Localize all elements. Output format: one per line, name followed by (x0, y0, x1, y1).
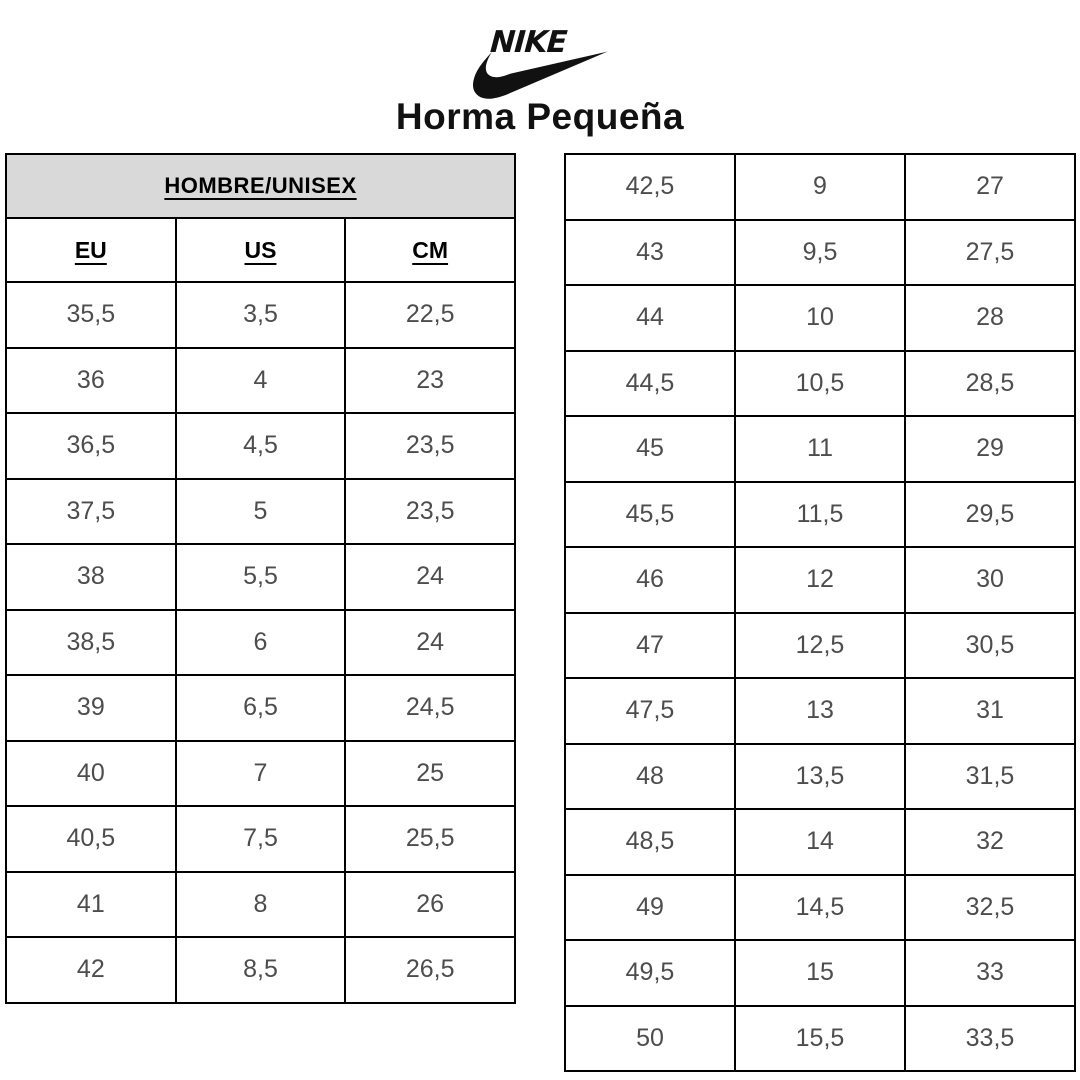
group-header-row (6, 154, 515, 218)
table-cell: 23,5 (345, 413, 515, 479)
table-row (6, 282, 515, 348)
column-header-cm: CM (345, 218, 515, 282)
table-row (6, 872, 515, 938)
group-header: HOMBRE/UNISEX (6, 154, 515, 218)
table-cell: 45 (565, 416, 735, 482)
table-cell: 11,5 (735, 482, 905, 548)
table-cell: 25,5 (345, 806, 515, 872)
table-cell: 40 (6, 741, 176, 807)
nike-logo (465, 18, 615, 100)
table-row (6, 413, 515, 479)
table-cell: 33,5 (905, 1006, 1075, 1072)
table-cell: 9,5 (735, 220, 905, 286)
table-cell: 4,5 (176, 413, 346, 479)
table-cell: 22,5 (345, 282, 515, 348)
table-cell: 7 (176, 741, 346, 807)
table-row (565, 416, 1075, 482)
page-title: Horma Pequeña (395, 96, 685, 137)
column-header-row (6, 218, 515, 282)
table-cell: 30,5 (905, 613, 1075, 679)
table-cell: 38 (6, 544, 176, 610)
column-header-us: US (176, 218, 346, 282)
table-row (6, 479, 515, 545)
table-row (6, 937, 515, 1003)
table-cell: 44,5 (565, 351, 735, 417)
table-row (6, 806, 515, 872)
table-cell: 41 (6, 872, 176, 938)
table-cell: 27,5 (905, 220, 1075, 286)
table-cell: 49 (565, 875, 735, 941)
table-cell: 25 (345, 741, 515, 807)
table-cell: 28,5 (905, 351, 1075, 417)
table-row (565, 678, 1075, 744)
table-row (6, 544, 515, 610)
table-cell: 36,5 (6, 413, 176, 479)
table-cell: 26,5 (345, 937, 515, 1003)
table-cell: 33 (905, 940, 1075, 1006)
table-cell: 24 (345, 610, 515, 676)
table-cell: 46 (565, 547, 735, 613)
table-cell: 42 (6, 937, 176, 1003)
nike-logo-svg (465, 18, 615, 100)
table-cell: 23,5 (345, 479, 515, 545)
table-row (6, 675, 515, 741)
table-cell: 48 (565, 744, 735, 810)
size-table-left-body (6, 282, 515, 1003)
table-cell: 47 (565, 613, 735, 679)
table-cell: 14 (735, 809, 905, 875)
table-cell: 6 (176, 610, 346, 676)
table-cell: 42,5 (565, 154, 735, 220)
table-cell: 50 (565, 1006, 735, 1072)
table-cell: 32 (905, 809, 1075, 875)
table-cell: 28 (905, 285, 1075, 351)
size-table-right-body (565, 154, 1075, 1071)
table-cell: 27 (905, 154, 1075, 220)
column-header-eu: EU (6, 218, 176, 282)
table-cell: 44 (565, 285, 735, 351)
table-cell: 6,5 (176, 675, 346, 741)
table-cell: 24 (345, 544, 515, 610)
table-row (565, 285, 1075, 351)
table-cell: 35,5 (6, 282, 176, 348)
table-cell: 12,5 (735, 613, 905, 679)
table-cell: 5,5 (176, 544, 346, 610)
size-table-left-head (6, 154, 515, 282)
size-table-left (5, 153, 516, 1004)
table-row (565, 482, 1075, 548)
table-cell: 12 (735, 547, 905, 613)
table-row (565, 1006, 1075, 1072)
table-row (565, 154, 1075, 220)
nike-wordmark: NIKE (489, 25, 568, 60)
table-cell: 45,5 (565, 482, 735, 548)
table-row (6, 348, 515, 414)
table-cell: 11 (735, 416, 905, 482)
table-row (565, 547, 1075, 613)
table-row (6, 610, 515, 676)
table-cell: 13 (735, 678, 905, 744)
table-cell: 10,5 (735, 351, 905, 417)
table-cell: 15 (735, 940, 905, 1006)
table-row (565, 809, 1075, 875)
table-cell: 24,5 (345, 675, 515, 741)
table-cell: 36 (6, 348, 176, 414)
table-cell: 23 (345, 348, 515, 414)
table-cell: 31,5 (905, 744, 1075, 810)
table-cell: 29 (905, 416, 1075, 482)
table-cell: 43 (565, 220, 735, 286)
table-cell: 48,5 (565, 809, 735, 875)
table-cell: 29,5 (905, 482, 1075, 548)
table-cell: 37,5 (6, 479, 176, 545)
table-cell: 49,5 (565, 940, 735, 1006)
table-cell: 15,5 (735, 1006, 905, 1072)
table-cell: 47,5 (565, 678, 735, 744)
table-cell: 7,5 (176, 806, 346, 872)
table-cell: 30 (905, 547, 1075, 613)
table-cell: 9 (735, 154, 905, 220)
table-cell: 3,5 (176, 282, 346, 348)
table-row (565, 220, 1075, 286)
table-row (565, 940, 1075, 1006)
table-cell: 8 (176, 872, 346, 938)
table-cell: 39 (6, 675, 176, 741)
table-row (565, 744, 1075, 810)
table-row (565, 351, 1075, 417)
table-row (565, 875, 1075, 941)
table-cell: 10 (735, 285, 905, 351)
table-cell: 38,5 (6, 610, 176, 676)
table-cell: 13,5 (735, 744, 905, 810)
table-cell: 26 (345, 872, 515, 938)
table-cell: 32,5 (905, 875, 1075, 941)
table-cell: 31 (905, 678, 1075, 744)
table-row (6, 741, 515, 807)
table-cell: 8,5 (176, 937, 346, 1003)
table-row (565, 613, 1075, 679)
table-cell: 14,5 (735, 875, 905, 941)
table-cell: 4 (176, 348, 346, 414)
table-cell: 40,5 (6, 806, 176, 872)
table-cell: 5 (176, 479, 346, 545)
size-table-right (564, 153, 1076, 1072)
